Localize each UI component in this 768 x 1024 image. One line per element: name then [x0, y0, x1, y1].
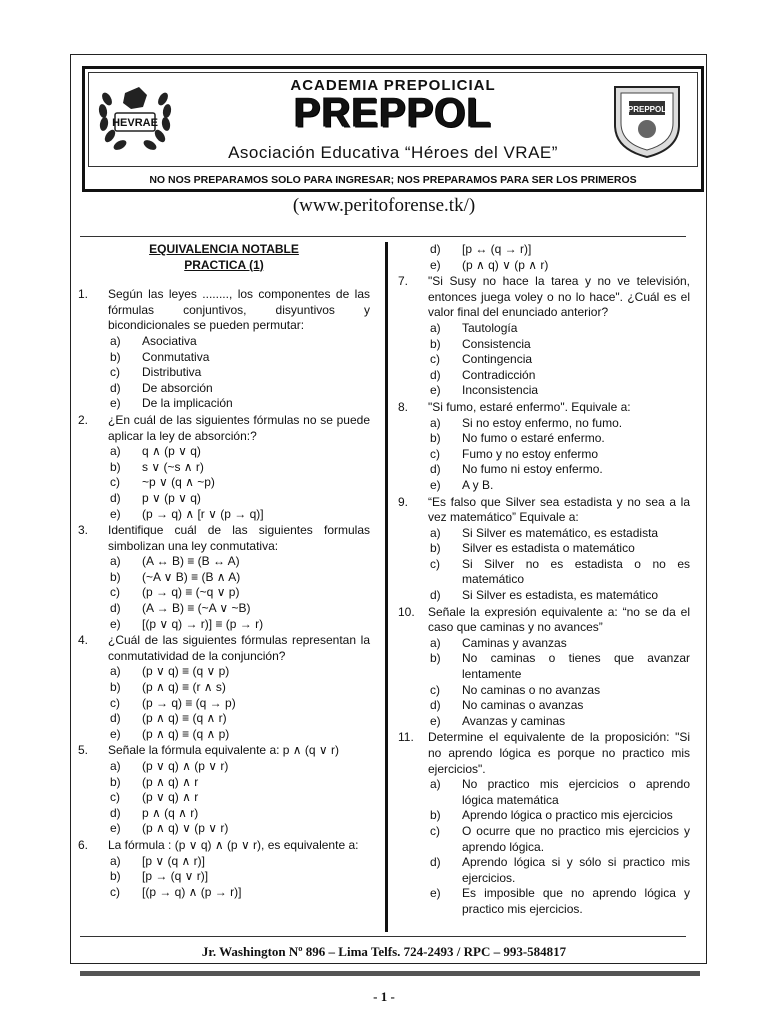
question — [78, 633, 370, 664]
option-letter: c) — [110, 790, 120, 805]
option-text: (p → q) ∧ [r ∨ (p → q)] — [142, 506, 264, 521]
option-text: ~p ∨ (q ∧ ~p) — [142, 475, 215, 490]
answer-option — [398, 337, 690, 353]
answer-option — [78, 381, 370, 397]
question-text: “Es falso que Silver sea estadista y no sea a la vez matemático” Equivale a: — [428, 494, 690, 525]
question-number: 4. — [78, 633, 89, 648]
option-text: Consistencia — [462, 336, 531, 351]
option-text: (p ∧ q) ∧ r — [142, 774, 199, 789]
question-number: 3. — [78, 523, 89, 538]
question-number: 10. — [398, 604, 415, 619]
question-number: 1. — [78, 287, 89, 302]
option-letter: c) — [430, 823, 440, 838]
option-text: No caminas o avanzas — [462, 698, 584, 713]
answer-option — [78, 664, 370, 680]
option-text: Contradicción — [462, 367, 536, 382]
option-letter: b) — [110, 459, 121, 474]
option-text: Si Silver es matemático, es estadista — [462, 525, 659, 540]
answer-option — [398, 242, 690, 258]
option-letter: b) — [110, 680, 121, 695]
left-question-list — [78, 287, 370, 900]
answer-option — [78, 491, 370, 507]
option-letter: c) — [430, 446, 440, 461]
answer-option — [398, 886, 690, 917]
option-text: p ∧ (q ∧ r) — [142, 805, 199, 820]
question-text: "Si Susy no hace la tarea y no ve televisión, entonces juega voley o no lo hace". ¿Cuál es el valor final del enunciado anterior? — [428, 274, 690, 320]
question-text: Según las leyes ........, los componentes de las fórmulas conjuntivos, disyuntivos y bicondicionales se pueden permutar: — [108, 287, 370, 333]
answer-option — [398, 383, 690, 399]
option-letter: b) — [110, 569, 121, 584]
answer-option — [398, 541, 690, 557]
left-column — [78, 242, 370, 900]
option-letter: e) — [110, 616, 121, 631]
answer-option — [78, 869, 370, 885]
brand-title: PREPPOL — [293, 89, 493, 137]
question — [78, 838, 370, 854]
right-column — [398, 242, 690, 918]
option-letter: a) — [110, 444, 121, 459]
question-text: Señale la fórmula equivalente a: p ∧ (q ∨ r) — [108, 743, 340, 758]
answer-option — [398, 777, 690, 808]
question-text: "Si fumo, estaré enfermo". Equivale a: — [428, 399, 631, 414]
question-6-continued-options — [398, 242, 690, 273]
option-letter: d) — [110, 380, 121, 395]
answer-option — [398, 447, 690, 463]
option-text: [p → (q ∨ r)] — [142, 869, 209, 884]
option-text: No fumo ni estoy enfermo. — [462, 462, 603, 477]
question — [398, 274, 690, 321]
option-text: Aprendo lógica o practico mis ejercicios — [462, 808, 673, 823]
option-text: (p → q) ≡ (q → p) — [142, 695, 236, 710]
option-text: (p ∧ q) ≡ (q ∧ p) — [142, 726, 230, 741]
answer-option — [398, 636, 690, 652]
answer-option — [398, 478, 690, 494]
header-banner — [82, 66, 704, 192]
answer-option — [78, 444, 370, 460]
logo-left-text: HEVRAE — [112, 117, 158, 129]
answer-option — [398, 431, 690, 447]
association-name: Asociación Educativa “Héroes del VRAE” — [228, 143, 558, 162]
answer-option — [78, 821, 370, 837]
option-letter: a) — [430, 635, 441, 650]
question — [398, 495, 690, 526]
option-letter: b) — [110, 869, 121, 884]
answer-option — [398, 651, 690, 682]
question-number: 2. — [78, 412, 89, 427]
option-letter: b) — [430, 808, 441, 823]
option-text: (p ∧ q) ∨ (p ∨ r) — [142, 821, 229, 836]
option-letter: a) — [110, 333, 121, 348]
answer-option — [78, 854, 370, 870]
option-text: (~A ∨ B) ≡ (B ∧ A) — [142, 569, 241, 584]
answer-option — [398, 416, 690, 432]
option-letter: c) — [430, 682, 440, 697]
question — [398, 400, 690, 416]
option-text: O ocurre que no practico mis ejercicios y aprendo lógica. — [462, 823, 690, 854]
logo-right-text: PREPPOL — [627, 105, 667, 114]
option-letter: b) — [110, 349, 121, 364]
option-text: Si Silver es estadista, es matemático — [462, 588, 659, 603]
answer-option — [78, 601, 370, 617]
question — [78, 287, 370, 334]
option-text: De la implicación — [142, 396, 233, 411]
answer-option — [78, 806, 370, 822]
answer-option — [398, 808, 690, 824]
question-text: ¿Cuál de las siguientes fórmulas representan la conmutatividad de la conjunción? — [108, 633, 370, 663]
answer-option — [78, 475, 370, 491]
option-letter: d) — [110, 601, 121, 616]
option-letter: a) — [430, 777, 441, 792]
option-letter: d) — [110, 490, 121, 505]
answer-option — [78, 680, 370, 696]
option-text: (p ∧ q) ≡ (q ∧ r) — [142, 711, 227, 726]
answer-option — [398, 526, 690, 542]
question-number: 8. — [398, 399, 409, 414]
answer-option — [78, 570, 370, 586]
top-rule — [80, 236, 686, 237]
option-text: [(p ∨ q) → r)] ≡ (p → r) — [142, 616, 264, 631]
option-letter: a) — [110, 664, 121, 679]
question-number: 7. — [398, 274, 409, 289]
answer-option — [398, 698, 690, 714]
question-number: 9. — [398, 494, 409, 509]
question — [398, 730, 690, 777]
option-text: (p ∨ q) ∧ (p ∨ r) — [142, 759, 229, 773]
answer-option — [78, 759, 370, 775]
option-letter: a) — [110, 759, 121, 773]
option-text: A y B. — [462, 477, 494, 492]
answer-option — [398, 714, 690, 730]
question — [398, 605, 690, 636]
option-letter: b) — [430, 336, 441, 351]
question-number: 11. — [398, 730, 414, 745]
question-text: ¿En cuál de las siguientes fórmulas no se puede aplicar la ley de absorción:? — [108, 412, 370, 443]
option-text: (p ∨ q) ≡ (q ∨ p) — [142, 664, 230, 679]
answer-option — [398, 588, 690, 604]
footer-thick-rule — [80, 971, 700, 976]
question-text: Determine el equivalente de la proposición: "Si no aprendo lógica es porque no practico mis ejercicios". — [428, 730, 690, 776]
option-text: (p ∧ q) ∨ (p ∧ r) — [462, 257, 549, 272]
option-letter: d) — [430, 855, 441, 870]
answer-option — [78, 507, 370, 523]
answer-option — [78, 396, 370, 412]
option-letter: d) — [430, 698, 441, 713]
question-text: La fórmula : (p ∨ q) ∧ (p ∨ r), es equivalente a: — [108, 837, 359, 852]
answer-option — [78, 711, 370, 727]
option-text: Es imposible que no aprendo lógica y practico mis ejercicios. — [462, 886, 690, 916]
answer-option — [78, 727, 370, 743]
option-text: p ∨ (p ∨ q) — [142, 490, 201, 505]
option-letter: b) — [430, 541, 441, 556]
page-number: - 1 - — [373, 989, 395, 1004]
option-text: (p → q) ≡ (~q ∨ p) — [142, 585, 240, 600]
option-text: Aprendo lógica si y sólo si practico mis ejercicios. — [462, 855, 690, 885]
right-question-list — [398, 274, 690, 917]
option-letter: c) — [430, 556, 440, 571]
option-letter: b) — [430, 431, 441, 446]
option-text: De absorción — [142, 380, 213, 395]
answer-option — [398, 557, 690, 588]
option-text: Contingencia — [462, 352, 533, 367]
option-text: Fumo y no estoy enfermo — [462, 446, 599, 461]
option-letter: e) — [430, 886, 441, 901]
option-letter: c) — [110, 585, 120, 600]
option-text: q ∧ (p ∨ q) — [142, 444, 201, 459]
option-text: Avanzas y caminas — [462, 713, 566, 728]
option-letter: d) — [110, 711, 121, 726]
answer-option — [78, 554, 370, 570]
footer-address: Jr. Washington Nº 896 – Lima Telfs. 724-2493 / RPC – 993-584817 — [201, 944, 567, 959]
option-text: [(p → q) ∧ (p → r)] — [142, 884, 242, 899]
option-text: Caminas y avanzas — [462, 635, 567, 650]
section-subtitle: PRACTICA (1) — [184, 257, 264, 272]
answer-option — [78, 885, 370, 901]
option-text: [p ↔ (q → r)] — [462, 242, 532, 256]
answer-option — [398, 258, 690, 274]
option-letter: d) — [430, 588, 441, 603]
question — [78, 523, 370, 554]
answer-option — [78, 790, 370, 806]
option-text: No practico mis ejercicios o aprendo lógica matemática — [462, 777, 690, 807]
option-text: Silver es estadista o matemático — [462, 541, 635, 556]
question-number: 5. — [78, 743, 89, 758]
option-letter: e) — [430, 713, 441, 728]
option-letter: a) — [430, 525, 441, 540]
answer-option — [78, 365, 370, 381]
option-letter: d) — [430, 462, 441, 477]
answer-option — [398, 683, 690, 699]
option-text: Tautología — [462, 320, 518, 335]
answer-option — [78, 585, 370, 601]
answer-option — [78, 775, 370, 791]
option-letter: c) — [110, 695, 120, 710]
question-text: Señale la expresión equivalente a: “no se da el caso que caminas y no avances” — [428, 604, 690, 635]
option-text: Si no estoy enfermo, no fumo. — [462, 415, 623, 430]
answer-option — [398, 321, 690, 337]
header-inner-frame — [88, 72, 698, 167]
question-text: Identifique cuál de las siguientes formulas simbolizan una ley conmutativa: — [108, 523, 370, 553]
answer-option — [78, 460, 370, 476]
option-text: Distributiva — [142, 365, 202, 380]
question — [78, 743, 370, 759]
option-text: s ∨ (~s ∧ r) — [142, 459, 204, 474]
option-letter: e) — [110, 396, 121, 411]
option-text: (p ∧ q) ≡ (r ∧ s) — [142, 680, 226, 695]
option-letter: a) — [110, 853, 121, 868]
option-letter: e) — [430, 257, 441, 272]
option-text: [p ∨ (q ∧ r)] — [142, 853, 205, 868]
option-text: No caminas o tienes que avanzar lentamente — [462, 651, 690, 682]
option-letter: e) — [110, 821, 121, 836]
option-letter: d) — [110, 805, 121, 820]
option-letter: e) — [430, 477, 441, 492]
option-letter: b) — [110, 774, 121, 789]
answer-option — [78, 617, 370, 633]
option-letter: d) — [430, 242, 441, 256]
school-shield-logo — [605, 77, 689, 161]
answer-option — [398, 824, 690, 855]
bottom-rule — [80, 936, 686, 937]
slogan: NO NOS PREPARAMOS SOLO PARA INGRESAR; NOS PREPARAMOS PARA SER LOS PRIMEROS — [149, 174, 637, 186]
answer-option — [398, 462, 690, 478]
option-letter: e) — [110, 726, 121, 741]
option-letter: a) — [430, 320, 441, 335]
option-letter: a) — [110, 554, 121, 569]
question — [78, 413, 370, 444]
question-number: 6. — [78, 837, 89, 852]
answer-option — [398, 855, 690, 886]
website-url[interactable]: (www.peritoforense.tk/) — [292, 195, 476, 216]
option-letter: b) — [430, 651, 441, 666]
option-text: No caminas o no avanzas — [462, 682, 601, 697]
option-letter: c) — [430, 352, 440, 367]
option-text: Conmutativa — [142, 349, 210, 364]
option-text: Asociativa — [142, 333, 197, 348]
answer-option — [78, 334, 370, 350]
option-text: (A → B) ≡ (~A ∨ ~B) — [142, 601, 251, 616]
option-letter: c) — [110, 475, 120, 490]
option-letter: c) — [110, 884, 120, 899]
option-text: Inconsistencia — [462, 383, 539, 398]
academy-name: ACADEMIA PREPOLICIAL — [290, 77, 496, 94]
answer-option — [398, 352, 690, 368]
answer-option — [398, 368, 690, 384]
option-text: (A ↔ B) ≡ (B ↔ A) — [142, 554, 240, 569]
option-letter: e) — [110, 506, 121, 521]
option-letter: c) — [110, 365, 120, 380]
option-letter: e) — [430, 383, 441, 398]
section-title: EQUIVALENCIA NOTABLE — [149, 242, 299, 256]
answer-option — [78, 350, 370, 366]
column-divider — [385, 242, 388, 932]
option-letter: a) — [430, 415, 441, 430]
option-text: Si Silver no es estadista o no es matemático — [462, 556, 690, 587]
option-letter: d) — [430, 367, 441, 382]
option-text: (p ∨ q) ∧ r — [142, 790, 199, 805]
option-text: No fumo o estaré enfermo. — [462, 431, 605, 446]
answer-option — [78, 696, 370, 712]
